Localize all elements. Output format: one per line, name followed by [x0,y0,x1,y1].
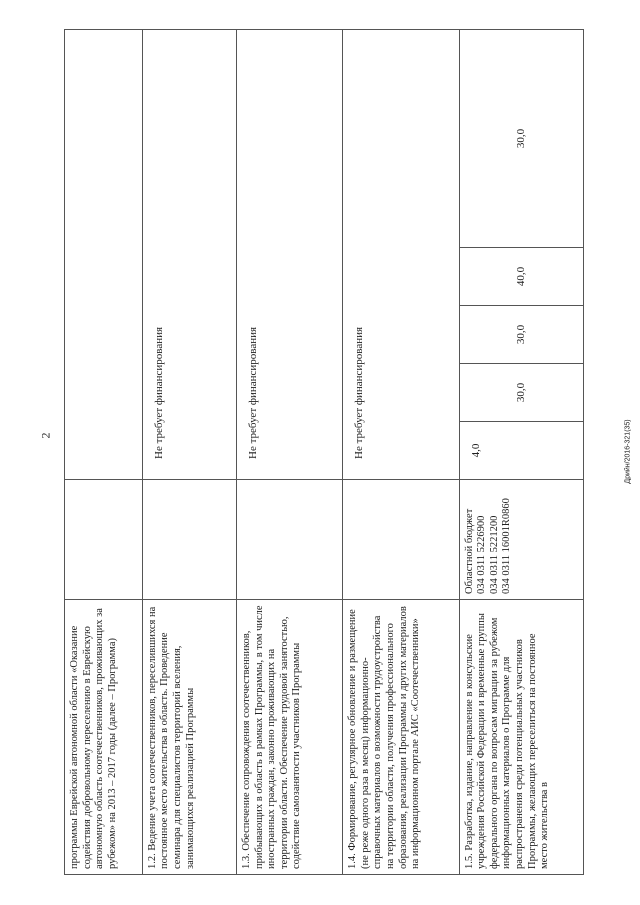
source-line: 034 0311 16001R0860 [501,498,513,594]
row-source [343,480,459,600]
program-table-area [64,30,584,875]
table-row [65,29,143,874]
source-line: 034 0311 5221200 [488,515,500,594]
row-description: 1.5. Разработка, издание, направление в консульские учреждения Российской Федерации и временные группы федерального органа по вопросам миграции за рубежом информационных материалов о Программе для распространения среди потенциальных участников Программы, желающих переселиться на постоянное место жительства в [459,600,583,875]
value-cell: 40,0 [459,248,583,306]
source-line: 034 0311 5226900 [476,515,488,594]
page-number: 2 [38,432,53,439]
funding-note: Не требует финансирования [142,29,236,479]
table-row [343,29,459,874]
program-activities-table [64,29,584,875]
row-description: программы Еврейской автономной области «Оказание содействия добровольному переселению в Еврейскую автономную область соотечественников, проживающих за рубежом» на 2013 – 2017 годы (далее – Программа) [65,600,143,875]
table-row [459,29,583,874]
funding-note: Не требует финансирования [343,29,459,479]
value-cell: 30,0 [459,29,583,247]
value-cell: 4,0 [459,422,583,480]
value-cell: 30,0 [459,364,583,422]
row-source [459,480,583,600]
row-empty-values [65,29,143,479]
row-source [65,480,143,600]
row-description: 1.4. Формирование, регулярное обновление и размещение (не реже одного раза в месяц) информационно-справочных материалов о возможности трудоустройства на территории области, получения профессионального образования, реализации Программы и других материалов на информационном портале АИС «Соотечественники» [343,600,459,875]
value-cell: 30,0 [459,306,583,364]
row-source [142,480,236,600]
program-table-rotated [64,30,584,875]
table-row [236,29,342,874]
row-source [236,480,342,600]
document-stamp: Дрийн/2016-321(35) [624,419,632,484]
row-description: 1.2. Ведение учета соотечественников, переселившихся на постоянное место жительства в область. Проведение семинара для специалистов территорий вселения, занимающихся реализацией Программы [142,600,236,875]
source-line: Областной бюджет [463,508,475,594]
row-description: 1.3. Обеспечение сопровождения соотечественников, прибывающих в область в рамках Программы, в том числе иностранных граждан, законно проживающих на территории области. Обеспечение трудовой занятостью, содействие самозанятости участников Программы [236,600,342,875]
table-row [142,29,236,874]
funding-note: Не требует финансирования [236,29,342,479]
